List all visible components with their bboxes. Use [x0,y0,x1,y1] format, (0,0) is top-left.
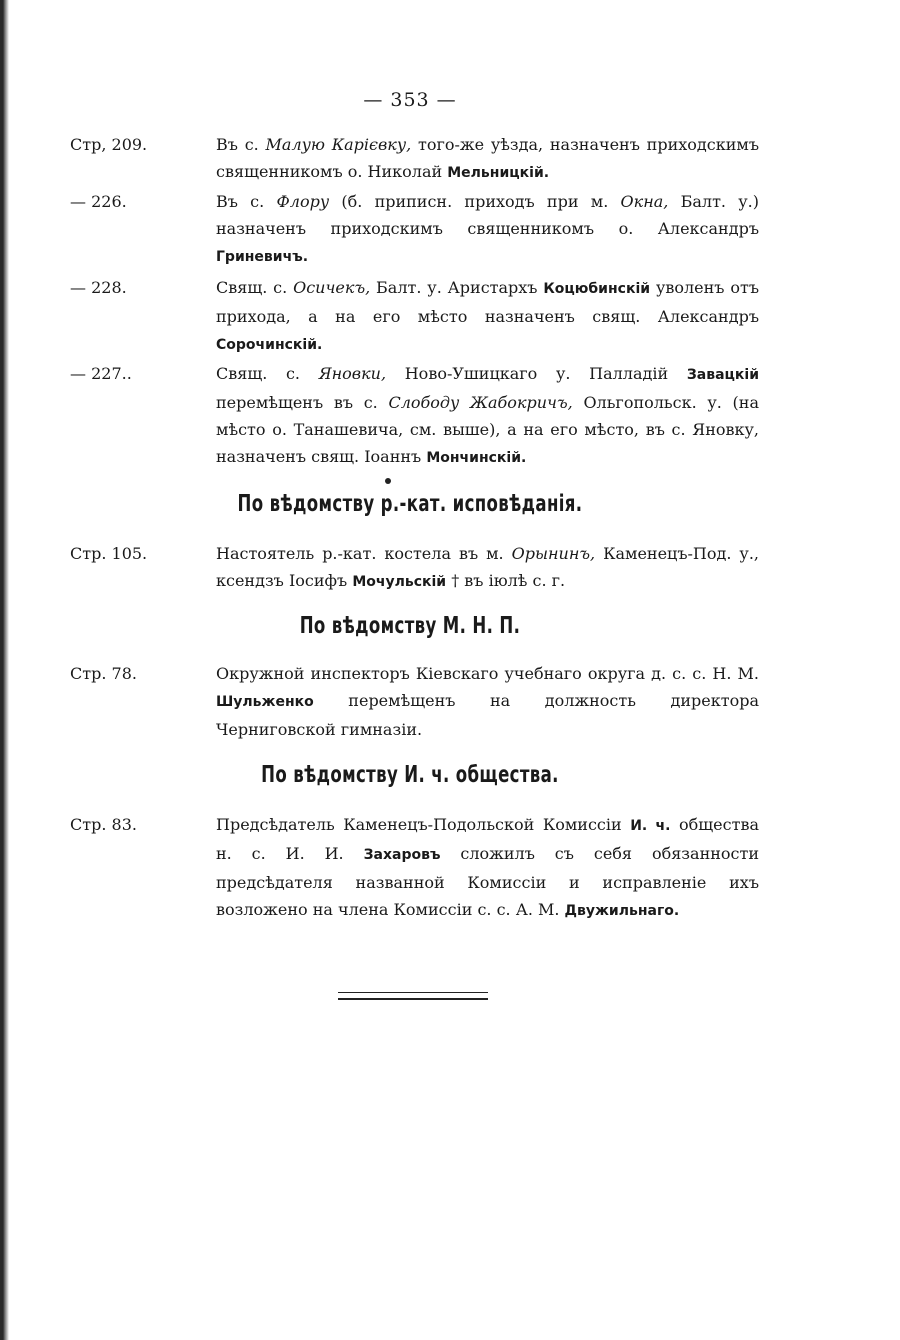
text-run: Свящ. с. [216,278,294,297]
text-run: перемѣщенъ въ с. [216,393,389,412]
text-run: Каменецъ-Под. у., ксендзъ Іосифъ [216,544,760,590]
text-run: Въ с. [216,135,266,154]
person-name: Завацкій [686,367,759,383]
text-run: Балт. у. Аристархъ [370,278,544,297]
text-run: уволенъ отъ прихода, а на его мѣсто назначенъ свящ. Александръ [216,278,759,326]
person-name: Захаровъ [363,847,441,863]
person-name: Коцюбинскій [543,281,651,297]
text-run: † въ іюлѣ с. г. [446,571,566,590]
entry-text [216,274,759,359]
text-run: Въ с. [216,192,277,211]
entry-text [216,660,759,743]
entry-text [216,540,759,596]
text-run: сложилъ съ себя обязанности предсѣдателя названной Комиссіи и исправленіе ихъ возложено на члена Комиссіи с. с. А. М. [216,844,760,919]
place-name: Осичекъ, [293,278,371,297]
person-name: Мельницкій. [447,165,550,181]
text-run: Окружной инспекторъ Кіевскаго учебнаго округа д. с. с. Н. М. [216,664,759,683]
person-name: И. ч. [630,818,671,834]
place-name: Флору [276,192,330,211]
text-run: перемѣщенъ на должность директора Черниговской гимназіи. [216,691,759,739]
page-number: — 353 — [363,89,457,111]
place-name: Окна, [620,192,669,211]
entry-text [216,360,759,472]
person-name: Шульженко [216,694,314,710]
entry-text [216,811,759,925]
entry-ref: Стр, 209. [70,135,148,154]
person-name: Мочульскій [352,574,447,590]
person-name: Двужильнаго. [564,903,680,919]
place-name: Малую Карієвку, [265,135,412,154]
section-heading-mnp: По вѣдомству М. Н. П. [299,613,521,639]
text-run: Ольгопольск. у. (на мѣсто о. Танашевича, см. выше), а на его мѣсто, въ с. Яновку, назначенъ свящ. Іоаннъ [216,393,760,466]
closing-rule [338,992,488,1000]
entry-text [216,131,759,187]
entry-ref: — 227.. [70,364,132,383]
text-run: Настоятель р.-кат. костела въ м. [216,544,512,563]
place-name: Орынинъ, [511,544,596,563]
person-name: Сорочинскій. [216,337,323,353]
text-run: Балт. у.) назначенъ приходскимъ священникомъ о. Александръ [216,192,760,238]
entry-ref: Стр. 105. [70,544,148,563]
place-name: Слободу Жабокричъ, [388,393,573,412]
entry-ref: — 228. [70,278,127,297]
entry-text [216,188,759,271]
text-run: Свящ. с. [216,364,319,383]
text-run: Предсѣдатель Каменецъ-Подольской Комиссіи [216,815,631,834]
section-heading-ich: По вѣдомству И. ч. общества. [261,762,559,788]
text-run: того-же уѣзда, назначенъ приходскимъ священникомъ о. Николай [216,135,759,181]
print-speck [385,478,391,484]
entry-ref: Стр. 78. [70,664,137,683]
person-name: Гриневичъ. [216,249,309,265]
text-run: общества н. с. И. И. [216,815,760,863]
person-name: Мончинскій. [426,450,527,466]
book-spine-edge [0,0,9,1340]
text-run: Ново-Ушицкаго у. Палладій [386,364,687,383]
text-run: (б. приписн. приходъ при м. [329,192,621,211]
place-name: Яновки, [318,364,387,383]
entry-ref: — 226. [70,192,127,211]
entry-ref: Стр. 83. [70,815,137,834]
section-heading-rcat: По вѣдомству р.-кат. исповѣданія. [237,491,583,517]
